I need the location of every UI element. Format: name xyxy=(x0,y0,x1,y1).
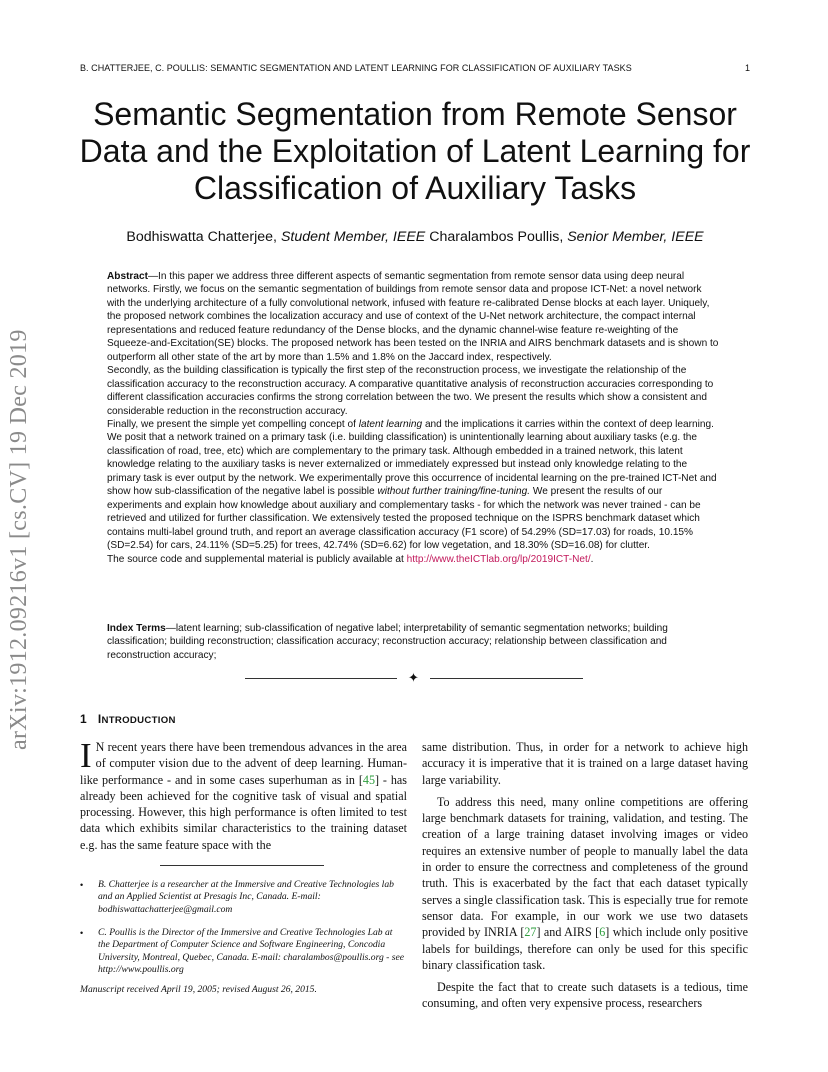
left-column-text xyxy=(80,736,407,853)
footnote-2: C. Poullis is the Director of the Immersive and Creative Technologies Lab at the Department of Computer Science and Software Engineering, Concodia University, Montreal, Quebec, Canada. E-mail: charalambos@poullis.org - see http://www.poullis.org xyxy=(98,927,405,976)
manuscript-note: Manuscript received April 19, 2005; revised August 26, 2015. xyxy=(80,984,317,995)
page-number: 1 xyxy=(744,63,750,73)
running-header: B. CHATTERJEE, C. POULLIS: SEMANTIC SEGMENTATION AND LATENT LEARNING FOR CLASSIFICATION OF AUXILIARY TASKS xyxy=(80,63,632,73)
section-heading: 1 INTRODUCTION xyxy=(80,712,176,726)
divider-right-rule xyxy=(430,678,583,679)
abstract-label: Abstract xyxy=(107,271,148,282)
right-paragraph-2: To address this need, many online competitions are offering large benchmark datasets for training, validation, and testing. The creation of a large training dataset involving images or video requires an extensive number of people to manually label the data in order to ensure the correctness and completeness of the ground truth. This is exacerbated by the fact that each dataset typically serves a single classification task. This is especially true for remote sensor data. For example, in our work we use two datasets provided by INRIA [27] and AIRS [6] which include only positive labels for buildings, therefore can only be used for this specific binary classification task. xyxy=(422,794,748,972)
author-1-role: Student Member, IEEE xyxy=(280,229,426,245)
arxiv-stamp: arXiv:1912.09216v1 [cs.CV] 19 Dec 2019 xyxy=(6,329,32,750)
divider-left-rule xyxy=(245,678,397,679)
citation-link[interactable]: 27 xyxy=(524,925,537,940)
footnote-bullet-2: • xyxy=(80,928,84,938)
abstract xyxy=(107,270,719,566)
abstract-paragraph-1: Abstract—In this paper we address three different aspects of semantic segmentation from remote sensor data using deep neural networks. Firstly, we focus on the semantic segmentation of buildings from remote sensor data and propose ICT-Net: a novel network with the underlying architecture of a fully convolutional network, infused with feature re-calibrated Dense blocks at each layer. Uniquely, the proposed network combines the localization accuracy and use of context of the U-Net network architecture, the compact internal representations and reduced feature redundancy of the Dense blocks, and the dynamic channel-wise feature re-weighting of the Squeeze-and-Excitation(SE) blocks. The proposed network has been tested on the INRIA and AIRS benchmark datasets and is shown to outperform all other state of the art by more than 1.5% and 1.8% on the Jaccard index, respectively. xyxy=(107,271,719,363)
author-2-name: Charalambos Poullis, xyxy=(425,229,568,245)
author-line xyxy=(80,229,750,245)
footnote-1: B. Chatterjee is a researcher at the Immersive and Creative Technologies lab and an Applied Scientist at Presagis Inc, Canada. E-mail: bodhiswattachatterjee@gmail.com xyxy=(98,879,394,915)
abstract-paragraph-4: The source code and supplemental material is publicly available at http://www.theICTlab.org/lp/2019ICT-Net/. xyxy=(107,553,594,565)
intro-paragraph: I N recent years there have been tremendous advances in the area of computer vision due to the advent of deep learning. Human-like performance - and in some cases superhuman as in [45] - has already been achieved for the cognitive task of visual and spatial processing. However, this high performance is often limited to test data which exhibits similar characteristics to the training dataset e.g. has the same feature space with the xyxy=(80,736,407,852)
diamond-icon: ✦ xyxy=(408,670,419,685)
footnote-rule xyxy=(160,865,324,866)
author-2-role: Senior Member, IEEE xyxy=(567,229,704,245)
source-code-link[interactable]: http://www.theICTlab.org/lp/2019ICT-Net/ xyxy=(406,553,591,565)
paper-title: Semantic Segmentation from Remote Sensor Data and the Exploitation of Latent Learning for Classification of Auxiliary Tasks xyxy=(79,96,751,206)
citation-link[interactable]: 45 xyxy=(362,772,375,787)
drop-cap: I xyxy=(80,736,92,775)
abstract-paragraph-2: Secondly, as the building classification is typically the first step of the reconstruction process, we investigate the relationship of the classification accuracy to the reconstruction accuracy. A comparative quantitative analysis of reconstruction accuracies corresponding to different classification accuracies confirms the strong correlation between the two. We present the results which show a consistent and considerable reduction in the reconstruction accuracy. xyxy=(107,365,714,417)
footnote-bullet-1: • xyxy=(80,880,84,890)
citation-link[interactable]: 6 xyxy=(599,925,606,940)
index-terms: Index Terms—latent learning; sub-classification of negative label; interpretability of semantic segmentation networks; building classification; building reconstruction; classification accuracy; reconstruction accuracy; relationship between classification and reconstruction accuracy; xyxy=(107,623,668,661)
right-column-text xyxy=(422,739,748,1012)
index-terms-label: Index Terms xyxy=(107,623,166,634)
right-paragraph-1: same distribution. Thus, in order for a network to achieve high accuracy it is imperative that it is trained on a large dataset having large variability. xyxy=(422,740,748,787)
right-paragraph-3: Despite the fact that to create such datasets is a tedious, time consuming, and often very expensive process, researchers xyxy=(422,980,748,1011)
abstract-paragraph-3: Finally, we present the simple yet compelling concept of latent learning and the implications it carries within the context of deep learning. We posit that a network trained on a primary task (i.e. building classification) is unintentionally learning about auxiliary tasks (e.g. the classification of road, tree, etc) which are complementary to the primary task. Although embedded in a trained network, this latent knowledge relating to the auxiliary tasks is never externalized or immediately expressed but instead only knowledge relating to the primary task is ever output by the network. We experimentally prove this occurrence of incidental learning on the pre-trained ICT-Net and show how sub-classification of the negative label is possible without further training/fine-tuning. We present the results of our experiments and explain how knowledge about auxiliary and complementary tasks - for which the network was never trained - can be retrieved and utilized for further classification. We extensively tested the proposed technique on the ISPRS benchmark dataset which contains multi-label ground truth, and report an average classification accuracy (F1 score) of 54.29% (SD=17.03) for roads, 10.15% (SD=2.54) for cars, 24.11% (SD=5.25) for trees, 42.74% (SD=6.62) for low vegetation, and 18.30% (SD=16.08) for clutter. xyxy=(107,418,717,552)
author-1-name: Bodhiswatta Chatterjee, xyxy=(126,229,281,245)
